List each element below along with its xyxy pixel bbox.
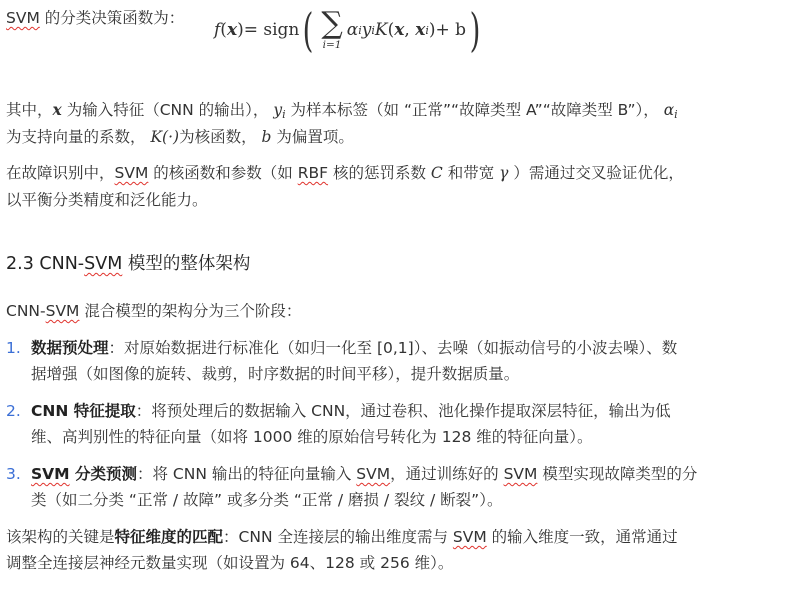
text: ：对原始数据进行标准化（如归一化至 [0,1]）、去噪（如振动信号的小波去噪）、数 xyxy=(108,339,678,357)
list-item-line1 xyxy=(31,336,677,360)
text: 核的惩罚系数 xyxy=(328,164,431,182)
text: 和带宽 xyxy=(442,164,500,182)
para2-line2: 以平衡分类精度和泛化能力。 xyxy=(6,191,208,209)
text: CNN- xyxy=(6,302,46,320)
spell-flagged-term: RBF xyxy=(297,164,329,182)
spell-flagged-term: SVM xyxy=(31,465,70,483)
spell-flagged-term: SVM xyxy=(84,254,123,274)
para1-line2 xyxy=(6,125,354,149)
spell-flagged-term: SVM xyxy=(45,302,80,320)
closing-line2: 调整全连接层神经元数量实现（如设置为 64、128 或 256 维）。 xyxy=(6,554,454,572)
math-sub-i: i xyxy=(674,108,678,121)
sigma-symbol: ∑ xyxy=(321,6,343,41)
list-number: 3. xyxy=(6,465,21,483)
closing-line1 xyxy=(6,525,678,549)
text: 其中， xyxy=(6,101,53,119)
text: ：将 CNN 输出的特征向量输入 xyxy=(137,465,357,483)
math-kernel: K(·) xyxy=(150,128,180,146)
text: 该架构的关键是 xyxy=(6,528,115,546)
text: 模型的整体架构 xyxy=(122,254,251,274)
text: 为样本标签（如 “正常”“故障类型 A”“故障类型 B”）， xyxy=(285,101,659,119)
right-paren: ) xyxy=(469,3,481,57)
text: 的核函数和参数（如 xyxy=(148,164,298,182)
text: ：将预处理后的数据输入 CNN，通过卷积、池化操作提取深层特征，输出为低 xyxy=(135,402,671,420)
math-C: C xyxy=(430,164,443,182)
math-x-vector: x xyxy=(226,20,238,40)
text: 2.3 CNN- xyxy=(6,254,85,274)
spell-flagged-term: SVM xyxy=(452,528,487,546)
math-y: y xyxy=(361,20,372,40)
spell-flagged-term: SVM xyxy=(6,9,40,27)
math-sub-i: i xyxy=(371,23,375,37)
list-item-line2: 据增强（如图像的旋转、裁剪，时序数据的时间平移），提升数据质量。 xyxy=(31,365,520,383)
math-y: y xyxy=(273,101,283,119)
text: 的输入维度一致，通常通过 xyxy=(486,528,678,546)
para1-line1 xyxy=(6,98,678,127)
math-f: f xyxy=(214,20,221,40)
bold-term: 分类预测 xyxy=(69,465,137,483)
intro-line xyxy=(6,299,301,323)
text: 模型实现故障类型的分 xyxy=(537,465,698,483)
spell-flagged-term: SVM xyxy=(114,164,149,182)
text: 为核函数， xyxy=(179,128,257,146)
list-item-line1 xyxy=(31,462,697,486)
text: 混合模型的架构分为三个阶段： xyxy=(79,302,302,320)
math-gamma: γ xyxy=(499,164,509,182)
text: ，通过训练好的 xyxy=(390,465,504,483)
bold-term: 数据预处理 xyxy=(31,339,109,357)
math-x-vector: x xyxy=(394,20,405,40)
list-number: 2. xyxy=(6,402,21,420)
para2-line1 xyxy=(6,161,684,185)
math-b: b xyxy=(261,128,272,146)
list-number: 1. xyxy=(6,339,21,357)
left-paren: ( xyxy=(302,3,314,57)
math-alpha: α xyxy=(346,20,359,40)
text: 为支持向量的系数， xyxy=(6,128,146,146)
sum-lower-limit: i=1 xyxy=(322,39,342,51)
list-item-line1 xyxy=(31,399,671,423)
math-plus-b: + b xyxy=(435,20,467,40)
bold-term: 特征维度的匹配 xyxy=(114,528,224,546)
text: 为输入特征（CNN 的输出）， xyxy=(61,101,269,119)
math-x-vector: x xyxy=(415,20,426,40)
list-item-line2: 维、高判别性的特征向量（如将 1000 维的原始信号转化为 128 维的特征向量）。 xyxy=(31,428,593,446)
text: 在故障识别中， xyxy=(6,164,115,182)
math-alpha: α xyxy=(663,101,675,119)
formula-intro-text: 的分类决策函数为： xyxy=(39,9,185,27)
text: ）需通过交叉验证优化， xyxy=(508,164,684,182)
math-K: K xyxy=(374,20,388,40)
spell-flagged-term: SVM xyxy=(503,465,538,483)
section-heading xyxy=(6,252,250,276)
text: ：CNN 全连接层的输出维度需与 xyxy=(223,528,453,546)
spell-flagged-term: SVM xyxy=(356,465,391,483)
math-sub-i: i xyxy=(358,23,362,37)
math-x-vector: x xyxy=(52,100,62,119)
math-sign: = sign xyxy=(243,20,300,40)
list-item-line2: 类（如二分类 “正常 / 故障” 或多分类 “正常 / 磨损 / 裂纹 / 断裂”）。 xyxy=(31,491,503,509)
svm-decision-formula: f ( x ) = sign ( ∑ i=1 α i y i K ( x , x i ) + b ) xyxy=(214,3,481,57)
summation xyxy=(321,6,343,51)
bold-term: CNN 特征提取 xyxy=(31,402,136,420)
formula-intro xyxy=(6,6,184,30)
math-sub-i: i xyxy=(425,23,429,37)
math-sub-i: i xyxy=(282,108,286,121)
text: 为偏置项。 xyxy=(271,128,354,146)
